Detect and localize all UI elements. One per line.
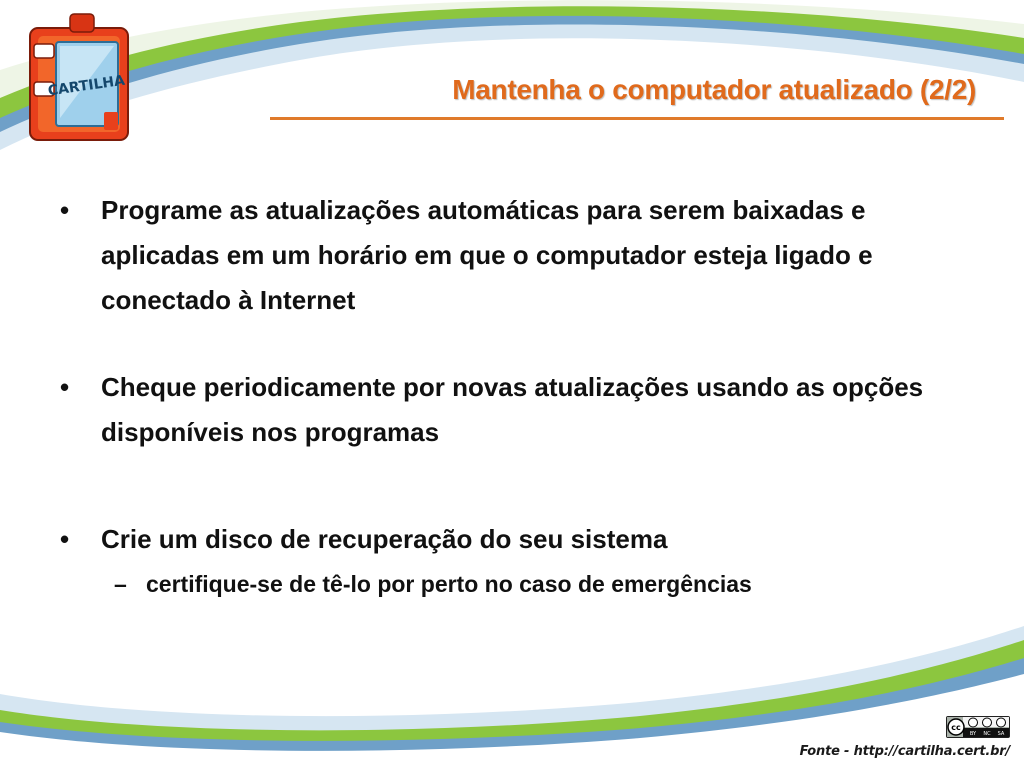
slide-title: Mantenha o computador atualizado (2/2) — [452, 74, 976, 105]
bullet-item — [60, 365, 990, 455]
bullet-text: Crie um disco de recuperação do seu sistema — [101, 524, 668, 554]
svg-text:cc: cc — [951, 723, 961, 732]
bullet-item — [60, 188, 990, 323]
bullet-text: Programe as atualizações automáticas para serem baixadas e aplicadas em um horário em que o computador esteja ligado e conectado à Internet — [101, 195, 873, 315]
sub-bullet-text: certifique-se de tê-lo por perto no caso de emergências — [146, 571, 752, 597]
creative-commons-license-badge — [946, 716, 1010, 738]
logo-text: CARTILHA — [46, 72, 126, 100]
sub-bullet-item — [114, 568, 994, 600]
title-underline — [270, 117, 1004, 120]
svg-text:SA: SA — [997, 731, 1005, 737]
bullet-marker: • — [60, 195, 70, 225]
svg-text:NC: NC — [983, 731, 991, 737]
svg-text:BY: BY — [969, 731, 977, 737]
sub-bullet-marker: – — [114, 571, 127, 597]
bullet-marker: • — [60, 372, 70, 402]
cartilha-logo — [22, 8, 142, 153]
bullet-text: Cheque periodicamente por novas atualizações usando as opções disponíveis nos programas — [101, 372, 924, 447]
bullet-item — [60, 517, 990, 562]
attribution-icon — [969, 718, 978, 727]
sharealike-icon — [997, 718, 1006, 727]
bullet-marker: • — [60, 524, 70, 554]
source-footer: Fonte - http://cartilha.cert.br/ — [799, 744, 1010, 759]
noncommercial-icon — [983, 718, 992, 727]
